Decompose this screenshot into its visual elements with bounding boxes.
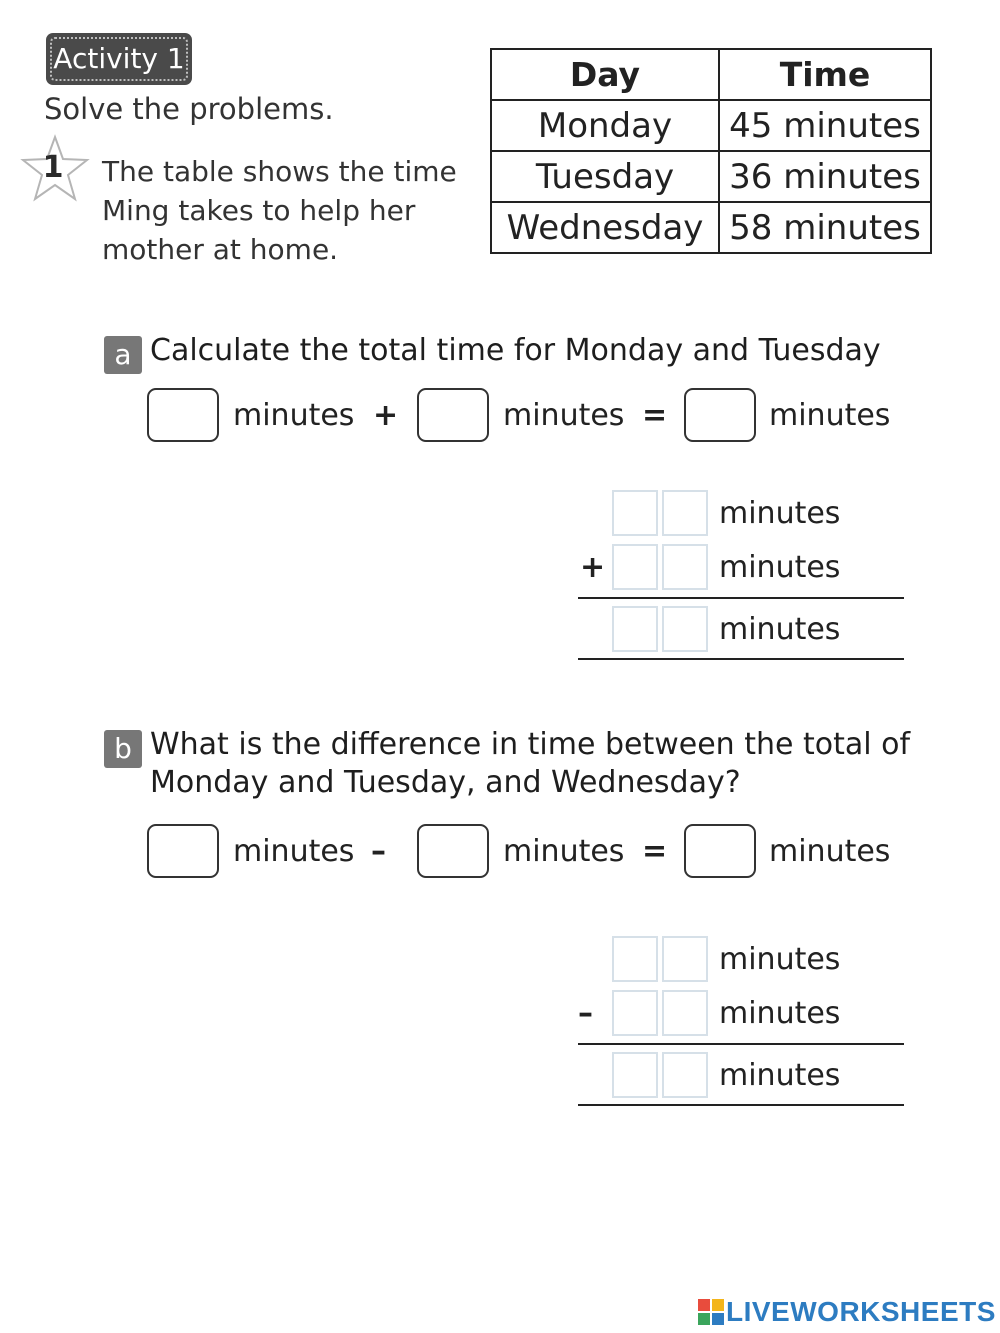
- part-a-answer-box-3[interactable]: [684, 388, 756, 442]
- part-b-digit-tens-1[interactable]: [612, 936, 658, 982]
- problem-text: The table shows the time Ming takes to help her mother at home.: [102, 155, 457, 266]
- table-row: [491, 151, 931, 202]
- part-b-question-line2: Monday and Tuesday, and Wednesday?: [150, 765, 741, 800]
- part-a-answer-box-2[interactable]: [417, 388, 489, 442]
- unit-label: minutes: [719, 496, 841, 531]
- plus-operator: +: [373, 398, 399, 433]
- table-cell-day: Wednesday: [491, 202, 719, 253]
- part-b-marker: b: [104, 730, 142, 768]
- unit-label: minutes: [719, 996, 841, 1031]
- part-b-digit-tens-2[interactable]: [612, 990, 658, 1036]
- part-a-marker: a: [104, 336, 142, 374]
- part-a-digit-tens-result[interactable]: [612, 606, 658, 652]
- table-cell-day: Tuesday: [491, 151, 719, 202]
- part-a-digit-tens-2[interactable]: [612, 544, 658, 590]
- problem-number: 1: [42, 150, 64, 185]
- minus-operator: –: [371, 834, 386, 869]
- unit-label: minutes: [233, 834, 355, 869]
- table-header-time: Time: [719, 49, 931, 100]
- part-a-question: Calculate the total time for Monday and Tuesday: [150, 333, 881, 368]
- part-a-digit-ones-result[interactable]: [662, 606, 708, 652]
- part-b-digit-ones-2[interactable]: [662, 990, 708, 1036]
- part-b-digit-ones-result[interactable]: [662, 1052, 708, 1098]
- table-header-day: Day: [491, 49, 719, 100]
- unit-label: minutes: [233, 398, 355, 433]
- unit-label: minutes: [719, 942, 841, 977]
- divider-line: [578, 1104, 904, 1106]
- minus-operator: –: [578, 996, 593, 1031]
- table-cell-day: Monday: [491, 100, 719, 151]
- table-row: [491, 100, 931, 151]
- unit-label: minutes: [719, 550, 841, 585]
- equals-sign: =: [642, 834, 668, 869]
- unit-label: minutes: [719, 612, 841, 647]
- part-b-digit-tens-result[interactable]: [612, 1052, 658, 1098]
- equals-sign: =: [642, 398, 668, 433]
- part-b-answer-box-1[interactable]: [147, 824, 219, 878]
- table-row: [491, 202, 931, 253]
- activity-badge: [46, 33, 192, 85]
- table-header-row: [491, 49, 931, 100]
- instruction-text: Solve the problems.: [44, 92, 334, 126]
- part-b-answer-box-2[interactable]: [417, 824, 489, 878]
- part-a-answer-box-1[interactable]: [147, 388, 219, 442]
- unit-label: minutes: [503, 834, 625, 869]
- table-cell-time: 45 minutes: [719, 100, 931, 151]
- divider-line: [578, 658, 904, 660]
- divider-line: [578, 1043, 904, 1045]
- time-table: [490, 48, 932, 254]
- table-cell-time: 36 minutes: [719, 151, 931, 202]
- unit-label: minutes: [503, 398, 625, 433]
- part-a-digit-tens-1[interactable]: [612, 490, 658, 536]
- part-a-digit-ones-2[interactable]: [662, 544, 708, 590]
- divider-line: [578, 597, 904, 599]
- plus-operator: +: [580, 550, 606, 585]
- activity-label: Activity 1: [50, 37, 188, 81]
- part-b-answer-box-3[interactable]: [684, 824, 756, 878]
- liveworksheets-logo-icon: [698, 1299, 724, 1325]
- part-b-question-line1: What is the difference in time between the total of: [150, 727, 911, 762]
- unit-label: minutes: [769, 398, 891, 433]
- liveworksheets-logo[interactable]: LIVEWORKSHEETS: [726, 1296, 996, 1327]
- table-cell-time: 58 minutes: [719, 202, 931, 253]
- part-b-digit-ones-1[interactable]: [662, 936, 708, 982]
- unit-label: minutes: [719, 1058, 841, 1093]
- unit-label: minutes: [769, 834, 891, 869]
- part-a-digit-ones-1[interactable]: [662, 490, 708, 536]
